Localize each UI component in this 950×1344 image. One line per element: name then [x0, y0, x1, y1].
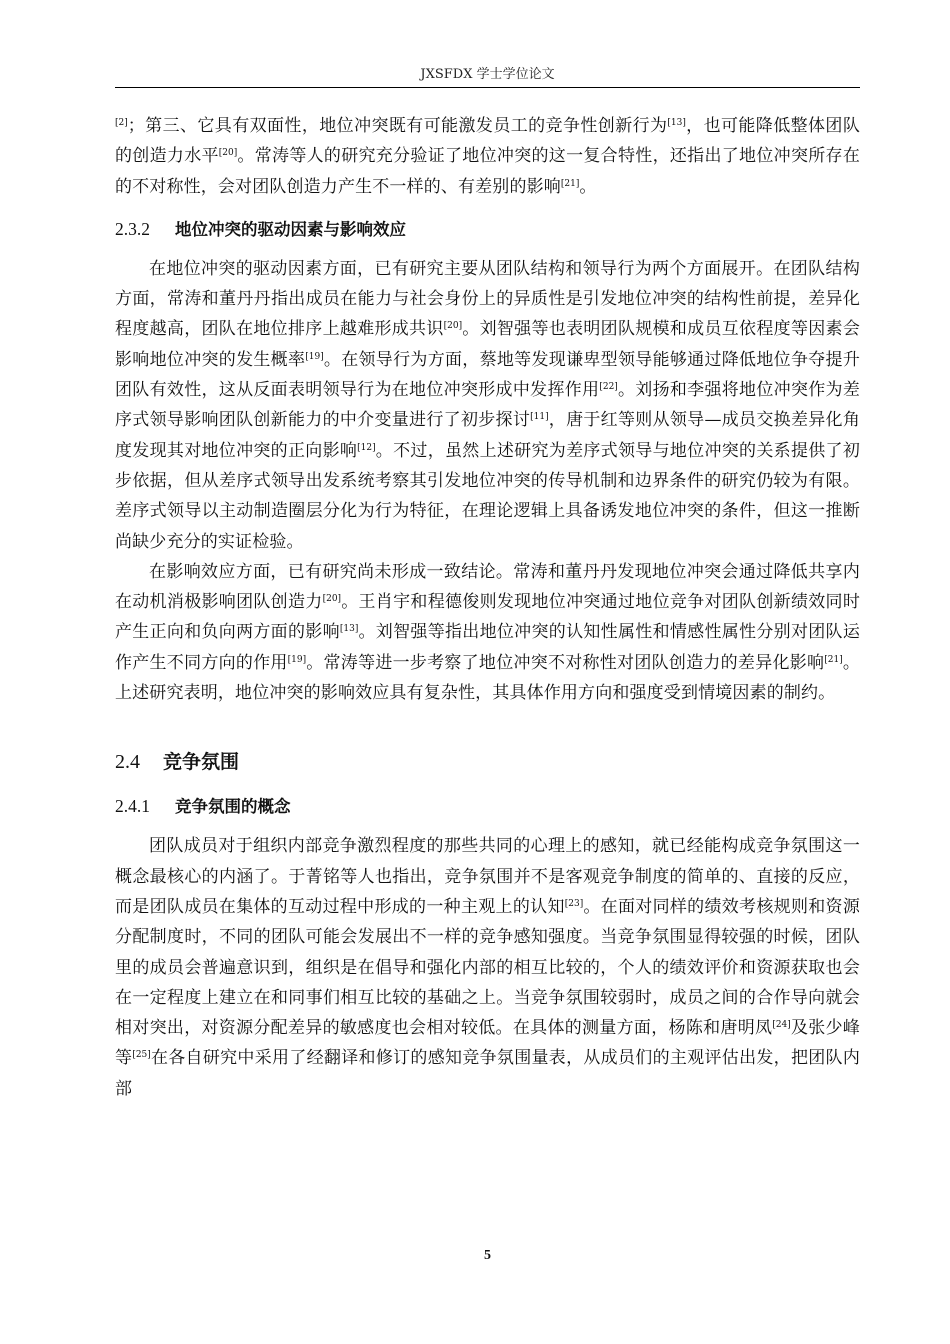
paragraph-text: 。常涛等进一步考察了地位冲突不对称性对团队创造力的差异化影响 [306, 652, 825, 673]
citation: [21] [824, 654, 843, 665]
citation: [13] [667, 118, 686, 128]
citation: [25] [132, 1050, 151, 1061]
paragraph-text: 。 [579, 176, 597, 197]
citation: [21] [560, 178, 580, 189]
citation: [11] [530, 412, 549, 423]
paragraph-status-conflict-traits [115, 111, 860, 202]
paragraph-drivers [115, 254, 860, 557]
paragraph-text: 。刘智强等指出地位冲突的认知性属性和情感性属性分别对团队运作产生不同方向的作用 [115, 622, 860, 673]
paragraph-text: 。刘扬和李强将地位冲突作为差序式领导影响团队创新能力的中介变量进行了初步探讨 [115, 380, 860, 431]
citation: [23] [564, 898, 584, 909]
paragraph-text: 。王肖宇和程德俊则发现地位冲突通过地位竞争对团队创新绩效同时产生正向和负向两方面的影响 [115, 592, 860, 643]
citation: [24] [772, 1020, 791, 1031]
section-number: 2.3.2 [115, 218, 150, 239]
citation: [20] [218, 148, 238, 159]
citation: [13] [339, 624, 359, 635]
paragraph-text: 。常涛等人的研究充分验证了地位冲突的这一复合特性，还指出了地位冲突所存在的不对称性，会对团队创造力产生不一样的、有差别的影响 [115, 146, 860, 197]
paragraph-competitive-climate [115, 831, 860, 1104]
section-number: 2.4.1 [115, 796, 150, 817]
paragraph-text: 。在面对同样的绩效考核规则和资源分配制度时，不同的团队可能会发展出不一样的竞争感知强度。当竞争氛围显得较强的时候，团队里的成员会普遍意识到，组织是在倡导和强化内部的相互比较的，个人的绩效评价和资源获取也会在一定程度上建立在和同事们相互比较的基础之上。当竞争氛围较弱时，成员之间的合作导向就会相对突出，对资源分配差异的敏感度也会相对较低。在具体的测量方面，杨陈和唐明凤 [115, 896, 860, 1039]
paragraph-text: 团队成员对于组织内部竞争激烈程度的那些共同的心理上的感知，就已经能构成竞争氛围这一概念最核心的内涵了。于菁铭等人也指出，竞争氛围并不是客观竞争制度的简单的、直接的反应，而是团队成员在集体的互动过程中形成的一种主观上的认知 [115, 836, 860, 917]
paragraph-text: ，唐于红等则从领导—成员交换差异化角度发现其对地位冲突的正向影响 [115, 410, 860, 461]
paragraph-text: 。上述研究表明，地位冲突的影响效应具有复杂性，其具体作用方向和强度受到情境因素的制约。 [115, 652, 861, 704]
section-heading-2-3-2 [115, 214, 860, 245]
citation: [12] [357, 442, 376, 453]
section-heading-2-4 [115, 746, 860, 777]
paragraph-text: 在各自研究中采用了经翻译和修订的感知竞争氛围量表，从成员们的主观评估出发，把团队内部 [115, 1048, 861, 1099]
header-rule [115, 87, 860, 88]
paragraph-effects [115, 557, 860, 708]
section-title: 地位冲突的驱动因素与影响效应 [175, 219, 406, 239]
page-body [115, 111, 860, 1104]
paragraph-text: ，也可能降低整体团队的创造力水平 [115, 116, 860, 167]
citation: [19] [287, 654, 307, 665]
citation: [20] [322, 594, 342, 605]
citation: [19] [305, 351, 324, 362]
paragraph-text: 。在领导行为方面，蔡地等发现谦卑型领导能够通过降低地位争夺提升团队有效性，这从反面表明领导行为在地位冲突形成中发挥作用 [115, 349, 860, 401]
paragraph-text: 及张少峰等 [115, 1018, 860, 1069]
section-number: 2.4 [115, 751, 140, 774]
running-header: JXSFDX 学士学位论文 [420, 67, 555, 82]
paragraph-text: 。刘智强等也表明团队规模和成员互依程度等因素会影响地位冲突的发生概率 [115, 319, 860, 370]
paragraph-text: 在影响效应方面，已有研究尚未形成一致结论。常涛和董丹丹发现地位冲突会通过降低共享内在动机消极影响团队创造力 [115, 561, 860, 613]
page-number: 5 [484, 1248, 491, 1263]
paragraph-text: ；第三、它具有双面性，地位冲突既有可能激发员工的竞争性创新行为 [127, 116, 668, 136]
paragraph-text: 。不过，虽然上述研究为差序式领导与地位冲突的关系提供了初步依据，但从差序式领导出发系统考察其引发地位冲突的传导机制和边界条件的研究仍较为有限。差序式领导以主动制造圈层分化为行为特征，在理论逻辑上具备诱发地位冲突的条件，但这一推断尚缺少充分的实证检验。 [115, 440, 860, 552]
section-title: 竞争氛围的概念 [175, 797, 291, 817]
paragraph-text: 在地位冲突的驱动因素方面，已有研究主要从团队结构和领导行为两个方面展开。在团队结构方面，常涛和董丹丹指出成员在能力与社会身份上的异质性是引发地位冲突的结构性前提，差异化程度越高，团队在地位排序上越难形成共识 [115, 258, 860, 340]
section-heading-2-4-1 [115, 791, 860, 822]
citation: [2] [115, 118, 128, 128]
citation: [22] [599, 382, 618, 393]
section-title: 竞争氛围 [163, 751, 240, 774]
citation: [20] [443, 321, 463, 332]
